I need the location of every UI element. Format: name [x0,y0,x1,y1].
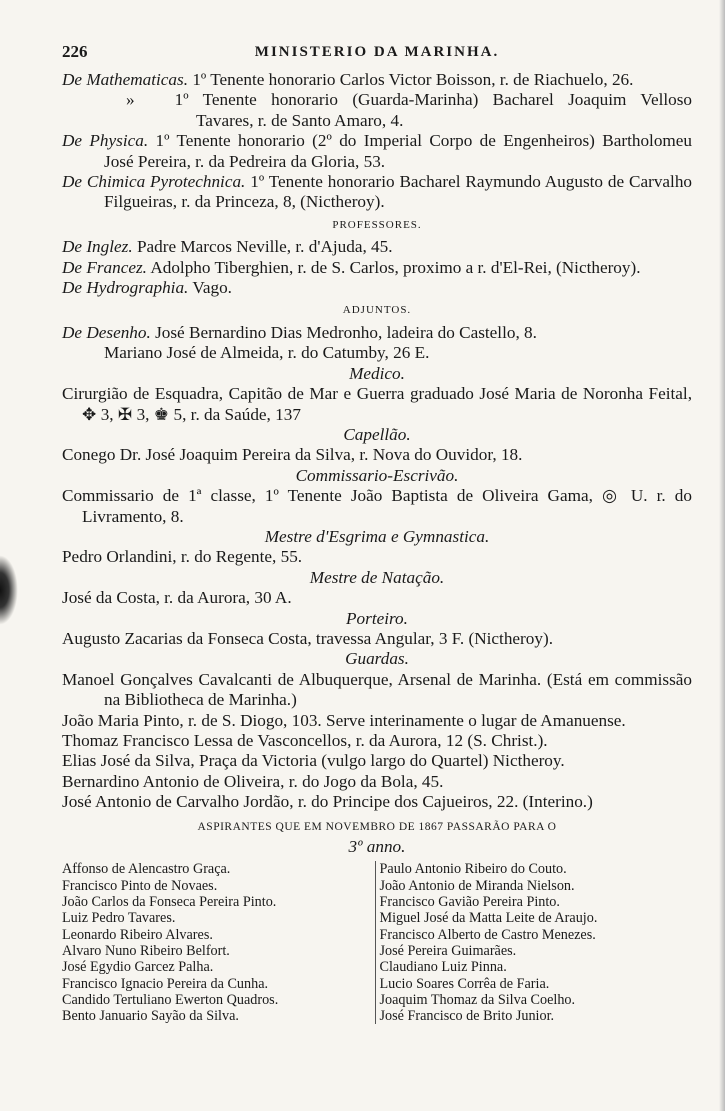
section-title: Medico. [349,363,405,383]
list-item: Leonardo Ribeiro Alvares. [62,926,213,943]
guarda-line: Manoel Gonçalves Cavalcanti de Albuquerque, Arsenal de Marinha. (Está em commissão na Bibliotheca de Marinha.) [62,669,692,710]
professor-entry: De Francez. Adolpho Tiberghien, r. de S. Carlos, proximo a r. d'El-Rei, (Nictheroy). [62,257,641,277]
section-title: Mestre d'Esgrima e Gymnastica. [264,526,490,546]
list-item: Miguel José da Matta Leite de Araujo. [379,910,598,927]
adjunto-entry: De Desenho. José Bernardino Dias Medronho, ladeira do Castello, 8. [62,322,537,342]
list-item: Affonso de Alencastro Graça. [62,861,231,878]
list-item: Candido Tertuliano Ewerton Quadros. [62,991,279,1008]
section-line: José da Costa, r. da Aurora, 30 A. [62,588,292,608]
list-item: João Carlos da Fonseca Pereira Pinto. [62,894,277,911]
page-edge-shadow [719,0,725,1111]
list-item: Claudiano Luiz Pinna. [379,959,507,976]
section-title: Guardas. [345,649,409,669]
section-title: Capellão. [343,424,411,444]
aspirantes-left-column [62,861,375,1024]
section-title: Porteiro. [346,608,408,628]
page-number: 226 [62,42,88,61]
section-title: Mestre de Natação. [309,567,445,587]
aspirantes-heading: ASPIRANTES QUE EM NOVEMBRO DE 1867 PASSARÃO PARA O [197,820,557,833]
list-item: Bento Januario Sayão da Silva. [62,1008,239,1025]
list-item: Luiz Pedro Tavares. [62,910,176,927]
faculty-entry: De Physica. 1º Tenente honorario (2º do Imperial Corpo de Engenheiros) Bartholomeu José Pereira, r. da Pedreira da Gloria, 53. [62,131,693,171]
aspirantes-list [62,861,692,1024]
list-item: José Francisco de Brito Junior. [379,1008,555,1025]
guarda-line: Bernardino Antonio de Oliveira, r. do Jogo da Bola, 45. [62,771,444,791]
year-heading: 3º anno. [348,837,406,857]
section-line: Cirurgião de Esquadra, Capitão de Mar e Guerra graduado José Maria de Noronha Feital, ✥ 3, ✠ 3, ♚ 5, r. da Saúde, 137 [62,384,692,424]
professor-entry: De Hydrographia. Vago. [62,278,232,298]
section-line: Augusto Zacarias da Fonseca Costa, travessa Angular, 3 F. (Nictheroy). [62,628,553,648]
list-item: Lucio Soares Corrêa de Faria. [379,975,550,992]
section-title: Commissario-Escrivão. [295,465,459,485]
running-head: MINISTERIO DA MARINHA. [254,44,500,60]
list-item: Francisco Pinto de Novaes. [62,877,218,894]
faculty-entry: De Chimica Pyrotechnica. 1º Tenente honorario Bacharel Raymundo Augusto de Carvalho Filgueiras, r. da Princeza, 8, (Nictheroy). [62,172,693,212]
list-item: José Egydio Garcez Palha. [62,959,214,976]
professores-heading: PROFESSORES. [332,218,422,231]
binding-mark [0,555,18,625]
list-item: Paulo Antonio Ribeiro do Couto. [379,861,567,878]
document-page [62,42,692,1024]
list-item: Alvaro Nuno Ribeiro Belfort. [62,942,230,959]
list-item: José Pereira Guimarães. [379,942,517,959]
list-item: Francisco Gavião Pereira Pinto. [379,894,560,911]
faculty-entry: » 1º Tenente honorario (Guarda-Marinha) Bacharel Joaquim Velloso Tavares, r. de Santo Amaro, 4. [126,90,692,130]
section-line: Commissario de 1ª classe, 1º Tenente João Baptista de Oliveira Gama, ◎ U. r. do Livramento, 8. [62,486,692,526]
faculty-entry: De Mathematicas. 1º Tenente honorario Carlos Victor Boisson, r. de Riachuelo, 26. [62,70,634,89]
adjuntos-heading: ADJUNTOS. [342,304,412,317]
list-item: Francisco Alberto de Castro Menezes. [379,926,596,943]
section-line: Conego Dr. José Joaquim Pereira da Silva, r. Nova do Ouvidor, 18. [62,445,523,465]
page-header [62,42,692,70]
guarda-line: José Antonio de Carvalho Jordão, r. do Principe dos Cajueiros, 22. (Interino.) [62,792,593,812]
guarda-line: Elias José da Silva, Praça da Victoria (vulgo largo do Quartel) Nictheroy. [62,751,565,771]
list-item: Francisco Ignacio Pereira da Cunha. [62,975,269,992]
list-item: Joaquim Thomaz da Silva Coelho. [379,991,576,1008]
guarda-line: Thomaz Francisco Lessa de Vasconcellos, r. da Aurora, 12 (S. Christ.). [62,731,548,750]
list-item: João Antonio de Miranda Nielson. [379,877,575,894]
professor-entry: De Inglez. Padre Marcos Neville, r. d'Ajuda, 45. [62,237,393,257]
section-line: Pedro Orlandini, r. do Regente, 55. [62,547,303,567]
adjunto-entry: Mariano José de Almeida, r. do Catumby, 26 E. [104,343,430,363]
guarda-line: João Maria Pinto, r. de S. Diogo, 103. Serve interinamente o lugar de Amanuense. [62,710,626,730]
aspirantes-right-column [375,861,693,1024]
